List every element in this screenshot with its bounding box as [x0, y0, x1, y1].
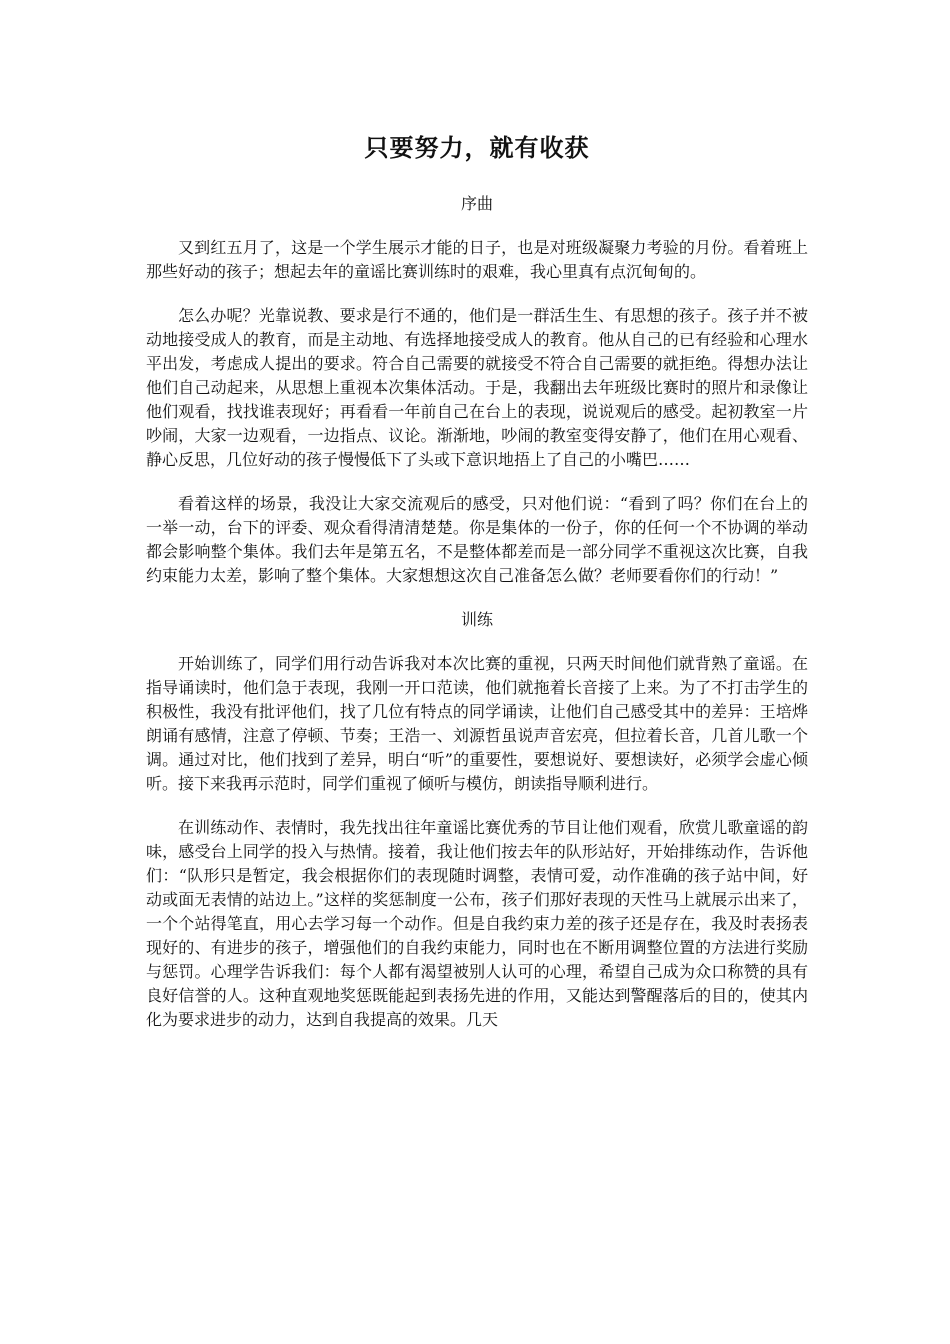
paragraph: 又到红五月了，这是一个学生展示才能的日子，也是对班级凝聚力考验的月份。看着班上那些好动的孩子；想起去年的童谣比赛训练时的艰难，我心里真有点沉甸甸的。 [146, 238, 808, 281]
section-heading-prelude: 序曲 [460, 194, 493, 213]
section-heading-training: 训练 [460, 610, 493, 629]
section-prelude [146, 192, 808, 588]
section-training [146, 608, 808, 1032]
paragraph: 在训练动作、表情时，我先找出往年童谣比赛优秀的节目让他们观看，欣赏儿歌童谣的韵味，感受台上同学的投入与热情。接着，我让他们按去年的队形站好，开始排练动作，告诉他们：“队形只是暂定，我会根据你们的表现随时调整，表情可爱，动作准确的孩子站中间，好动或面无表情的站边上。”这样的奖惩制度一公布，孩子们那好表现的天性马上就展示出来了，一个个站得笔直，用心去学习每一个动作。但是自我约束力差的孩子还是存在，我及时表扬表现好的、有进步的孩子，增强他们的自我约束能力，同时也在不断用调整位置的方法进行奖励与惩罚。心理学告诉我们：每个人都有渴望被别人认可的心理，希望自己成为众口称赞的具有良好信誉的人。这种直观地奖惩既能起到表扬先进的作用，又能达到警醒落后的目的，使其内化为要求进步的动力，达到自我提高的效果。几天 [146, 818, 808, 1029]
document-title: 只要努力，就有收获 [364, 133, 590, 162]
document-page [146, 130, 808, 1032]
paragraph: 开始训练了，同学们用行动告诉我对本次比赛的重视，只两天时间他们就背熟了童谣。在指导诵读时，他们急于表现，我刚一开口范读，他们就拖着长音接了上来。为了不打击学生的积极性，我没有批评他们，找了几位有特点的同学诵读，让他们自己感受其中的差异：王培烨朗诵有感情，注意了停顿、节奏；王浩一、刘源哲虽说声音宏亮，但拉着长音，几首儿歌一个调。通过对比，他们找到了差异，明白“听”的重要性，要想说好、要想读好，必须学会虚心倾听。接下来我再示范时，同学们重视了倾听与模仿，朗读指导顺利进行。 [146, 654, 808, 793]
paragraph: 看着这样的场景，我没让大家交流观后的感受，只对他们说：“看到了吗？你们在台上的一举一动，台下的评委、观众看得清清楚楚。你是集体的一份子，你的任何一个不协调的举动都会影响整个集体。我们去年是第五名，不是整体都差而是一部分同学不重视这次比赛，自我约束能力太差，影响了整个集体。大家想想这次自己准备怎么做？老师要看你们的行动！” [146, 494, 808, 585]
paragraph: 怎么办呢？光靠说教、要求是行不通的，他们是一群活生生、有思想的孩子。孩子并不被动地接受成人的教育，而是主动地、有选择地接受成人的教育。他从自己的已有经验和心理水平出发，考虑成人提出的要求。符合自己需要的就接受不符合自己需要的就拒绝。得想办法让他们自己动起来，从思想上重视本次集体活动。于是，我翻出去年班级比赛时的照片和录像让他们观看，找找谁表现好；再看看一年前自己在台上的表现，说说观后的感受。起初教室一片吵闹，大家一边观看，一边指点、议论。渐渐地，吵闹的教室变得安静了，他们在用心观看、静心反思，几位好动的孩子慢慢低下了头或下意识地捂上了自己的小嘴巴…… [146, 306, 808, 469]
